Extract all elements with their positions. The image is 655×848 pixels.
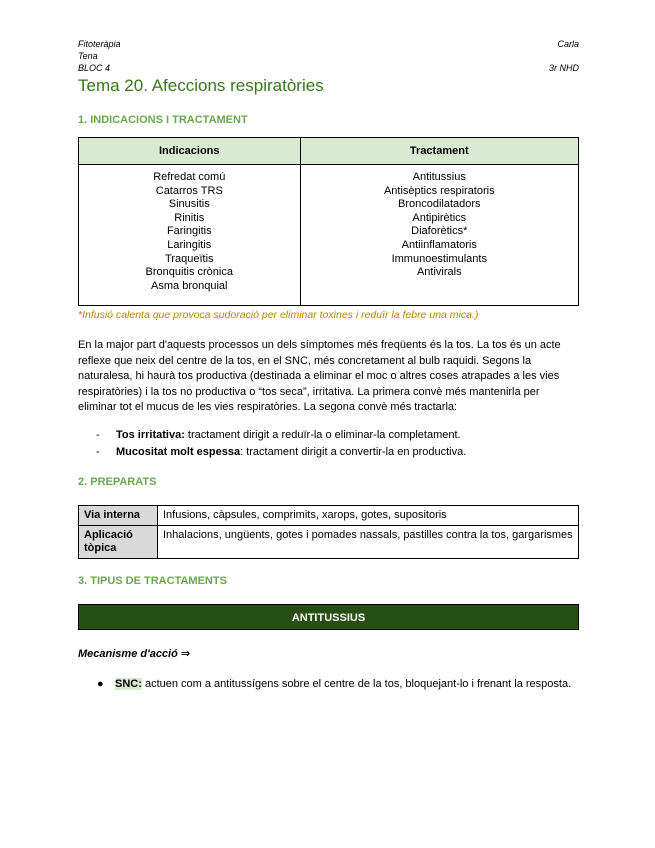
indicacions-header: Indicacions	[79, 138, 301, 165]
header-author: Carla	[557, 39, 579, 49]
prep-label: Via interna	[79, 505, 158, 525]
indicacio-item: Bronquitis crònica	[145, 266, 233, 279]
document-title: Tema 20. Afeccions respiratòries	[78, 76, 324, 95]
tractament-item: Antisèptics respiratoris	[383, 184, 495, 197]
bullet-term: Tos irritativa:	[116, 428, 185, 441]
antitussius-banner: ANTITUSSIUS	[78, 604, 579, 630]
header-subject: Fitoteràpia	[78, 39, 121, 49]
header-topic: Tena	[78, 51, 98, 61]
tractament-cell	[300, 165, 578, 306]
section2-heading: 2. PREPARATS	[78, 475, 157, 488]
list-marker: -	[96, 445, 100, 458]
tractament-item: Broncodilatadors	[397, 198, 481, 211]
snc-text: actuen com a antitussígens sobre el centre de la tos, bloquejant-lo i frenant la resposta.	[141, 677, 572, 690]
bullet-term: Mucositat molt espessa	[116, 445, 241, 458]
list-marker: -	[96, 428, 100, 441]
tractament-item: Antitussius	[412, 171, 466, 183]
tractament-header: Tractament	[300, 138, 578, 165]
bullet-dot: ●	[97, 677, 104, 690]
bullet-text: tractament dirigit a reduïr-la o eliminar-la completament.	[184, 428, 461, 441]
tractament-item: Immunoestimulants	[391, 252, 487, 265]
tractament-item: Antiinflamatoris	[401, 238, 477, 251]
header-block: BLOC 4	[78, 63, 111, 73]
list-item	[78, 427, 579, 444]
tractament-item: Antivirals	[416, 266, 462, 279]
tractament-item: Diaforètics*	[411, 225, 468, 238]
list-item	[78, 677, 579, 693]
cough-type-list	[78, 427, 579, 461]
list-item	[78, 444, 579, 461]
prep-value: Inhalacions, ungüents, gotes i pomades nassals, pastilles contra la tos, gargarismes	[158, 525, 579, 558]
indicacio-item: Traqueïtis	[165, 252, 214, 265]
indicacio-item: Asma bronquial	[151, 279, 228, 292]
document-page	[78, 38, 579, 692]
section3-heading: 3. TIPUS DE TRACTAMENTS	[78, 574, 227, 587]
indicacions-cell	[79, 165, 301, 306]
page-header	[78, 38, 579, 74]
snc-term: SNC:	[115, 677, 142, 690]
preparations-table	[78, 505, 579, 559]
table-footnote: *Infusió calenta que provoca sudoració per eliminar toxines i reduïr la febre una mica.)	[78, 309, 479, 322]
indicacio-item: Faringitis	[166, 225, 212, 238]
header-course: 3r NHD	[548, 63, 579, 73]
indicacio-item: Laringitis	[167, 238, 212, 251]
indications-table	[78, 137, 579, 306]
section1-heading: 1. INDICACIONS I TRACTAMENT	[78, 114, 248, 126]
mechanism-label: Mecanisme d'acció ⇒	[78, 647, 191, 660]
intro-paragraph: En la major part d'aquests processos un dels símptomes més freqüents és la tos. La tos és un acte reflexe que neix del centre de la tos, en el SNC, més concretament al bulb raquidi. Segons la naturalesa, hi haurà tos productiva (destinada a eliminar el moc o altres coses atrapades a les vies respiratòries) i la tos no productiva o “tos seca”, irritativa. La primera convè més mantenirla per eliminar tot el mucus de les vies respiratòries. La segona convè més tractarla:	[78, 339, 561, 414]
tractament-item: Antipirètics	[412, 211, 467, 224]
prep-label: Aplicació tòpica	[79, 525, 158, 558]
prep-value: Infusions, càpsules, comprimits, xarops, gotes, supositoris	[158, 505, 579, 525]
indicacio-item: Catarros TRS	[155, 184, 223, 197]
bullet-text: : tractament dirigit a convertir-la en productiva.	[240, 445, 467, 458]
indicacio-item: Sinusitis	[168, 198, 210, 211]
indicacio-item: Rinitis	[174, 211, 205, 224]
indicacio-item: Refredat comú	[153, 171, 226, 183]
